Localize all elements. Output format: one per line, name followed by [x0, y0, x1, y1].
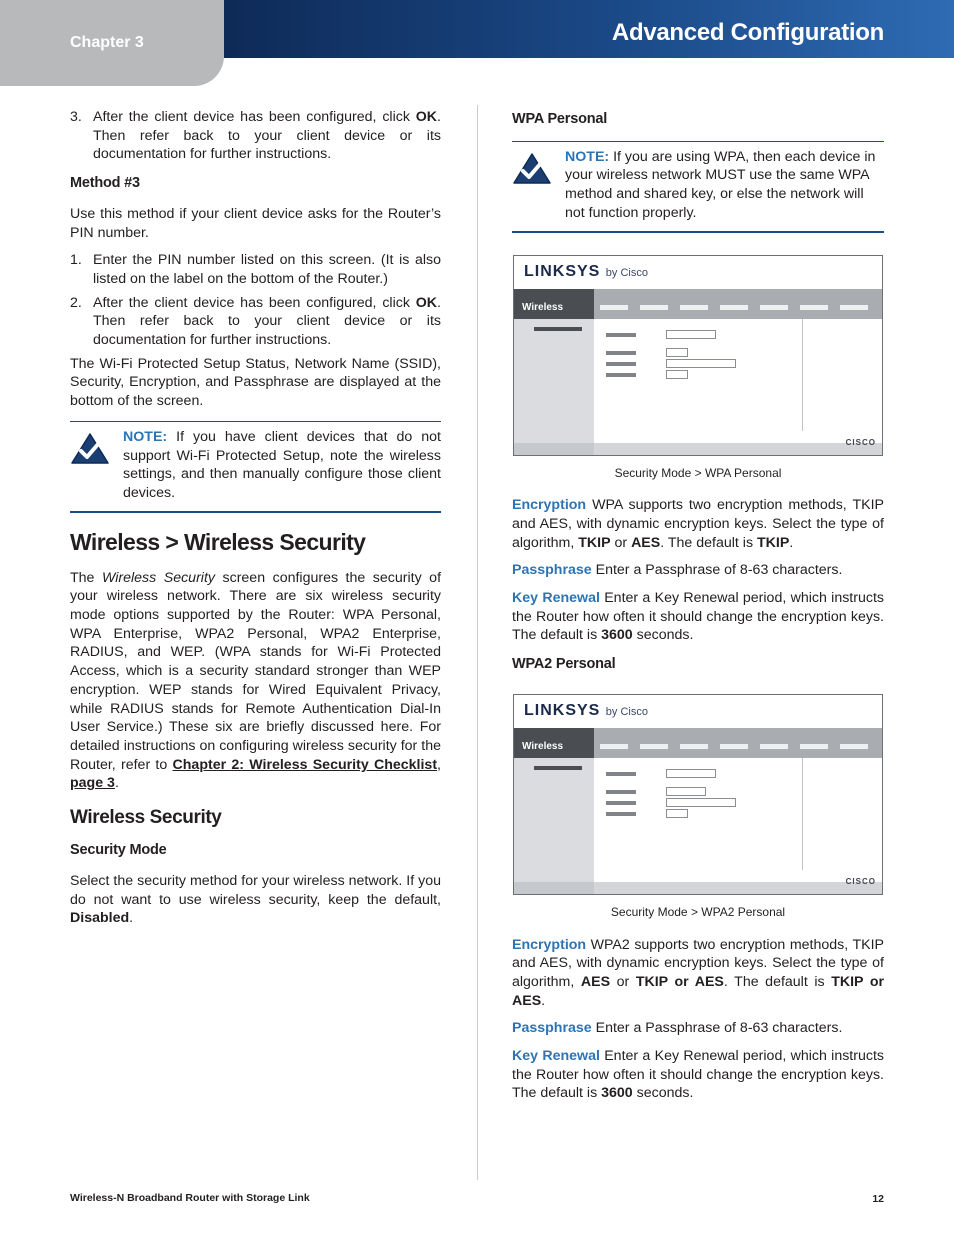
- wpa-key-renewal: Key Renewal Enter a Key Renewal period, which instructs the Router how often it should change the encryption keys. The default is 3600 seconds.: [512, 590, 884, 644]
- note-box: NOTE: If you are using WPA, then each device in your wireless network MUST use the same WPA method and shared key, or else the network will not function properly.: [512, 141, 884, 233]
- cisco-logo: CISCO: [845, 437, 876, 447]
- linksys-logo: LINKSYS by Cisco: [524, 701, 648, 719]
- wpa2-passphrase: Passphrase Enter a Passphrase of 8-63 characters.: [512, 1020, 843, 1037]
- wpa-passphrase: Passphrase Enter a Passphrase of 8-63 characters.: [512, 562, 843, 579]
- list-item: 2. After the client device has been configured, click OK. Then refer back to your client device or its documentation for further instructions.: [70, 294, 441, 349]
- footer-product: Wireless-N Broadband Router with Storage Link: [70, 1192, 310, 1204]
- section-title: Advanced Configuration: [611, 19, 884, 46]
- wpa2-key-renewal: Key Renewal Enter a Key Renewal period, which instructs the Router how often it should change the encryption keys. The default is 3600 seconds.: [512, 1048, 884, 1102]
- checkmark-icon: [70, 432, 110, 465]
- section-heading: Wireless Security: [70, 807, 222, 829]
- security-mode-paragraph: Select the security method for your wireless network. If you do not want to use wireless security, keep the default, Disabled.: [70, 872, 441, 927]
- status-paragraph: The Wi-Fi Protected Setup Status, Network Name (SSID), Security, Encryption, and Passphrase are displayed at the bottom of the screen.: [70, 355, 441, 410]
- page-number: 12: [872, 1193, 884, 1205]
- chapter-tab: [0, 0, 224, 86]
- cisco-logo: CISCO: [845, 877, 876, 887]
- wpa-encryption: Encryption WPA supports two encryption methods, TKIP and AES, with dynamic encryption keys. Select the type of algorithm, TKIP or AES. The default is TKIP.: [512, 497, 884, 551]
- checkmark-icon: [512, 152, 552, 185]
- method3-steps: [70, 251, 441, 350]
- intro-paragraph: The Wireless Security screen configures the security of your wireless network. There are six wireless security mode options supported by the Router: WPA Personal, WPA Enterprise, WPA2 Personal, WPA2 Enterprise, RADIUS, and WEP. (WPA stands for Wi-Fi Protected Access, which is a security standard stronger than WEP encryption. WEP stands for Wired Equivalent Privacy, while RADIUS stands for Remote Authentication Dial-In User Service.) These six are briefly discussed here. For detailed instructions on configuring wireless security for the Router, refer to Chapter 2: Wireless Security Checklist, page 3.: [70, 569, 442, 792]
- page3-link[interactable]: page 3: [70, 775, 115, 792]
- chapter2-link[interactable]: Chapter 2: Wireless Security Checklist: [172, 756, 438, 773]
- list-item: 1. Enter the PIN number listed on this screen. (It is also listed on the label on the bottom of the Router.): [70, 252, 441, 287]
- left-column: [70, 108, 441, 937]
- method3-intro: Use this method if your client device asks for the Router’s PIN number.: [70, 205, 441, 241]
- figure-caption: Security Mode > WPA Personal: [614, 465, 782, 480]
- note-label: NOTE:: [565, 148, 610, 165]
- figure-caption: Security Mode > WPA2 Personal: [610, 904, 786, 919]
- wpa2-heading: WPA2 Personal: [512, 656, 616, 673]
- screenshot-wpa-personal: LINKSYS by Cisco Wireless CISCO: [513, 255, 883, 456]
- note-label: NOTE:: [123, 428, 168, 445]
- security-mode-heading: Security Mode: [70, 842, 167, 859]
- column-divider: [477, 105, 478, 1180]
- step-list: [70, 108, 441, 164]
- list-item: 3. After the client device has been configured, click OK. Then refer back to your client device or its documentation for further instructions.: [70, 109, 441, 163]
- method3-heading: Method #3: [70, 175, 140, 192]
- chapter-label: Chapter 3: [70, 34, 144, 51]
- note-box: NOTE: If you have client devices that do not support Wi-Fi Protected Setup, note the wireless settings, and then manually configure those client devices.: [70, 421, 441, 513]
- wpa2-encryption: Encryption WPA2 supports two encryption methods, TKIP and AES, with dynamic encryption keys. Select the type of algorithm, AES or TKIP or AES. The default is TKIP or AES.: [512, 936, 885, 1009]
- header-bar: [224, 0, 954, 58]
- linksys-logo: LINKSYS by Cisco: [524, 262, 648, 280]
- screenshot-wpa2-personal: LINKSYS by Cisco Wireless CISCO: [513, 694, 883, 895]
- page-heading: Wireless > Wireless Security: [70, 528, 366, 555]
- wpa-heading: WPA Personal: [512, 111, 608, 127]
- right-column: [512, 108, 884, 1112]
